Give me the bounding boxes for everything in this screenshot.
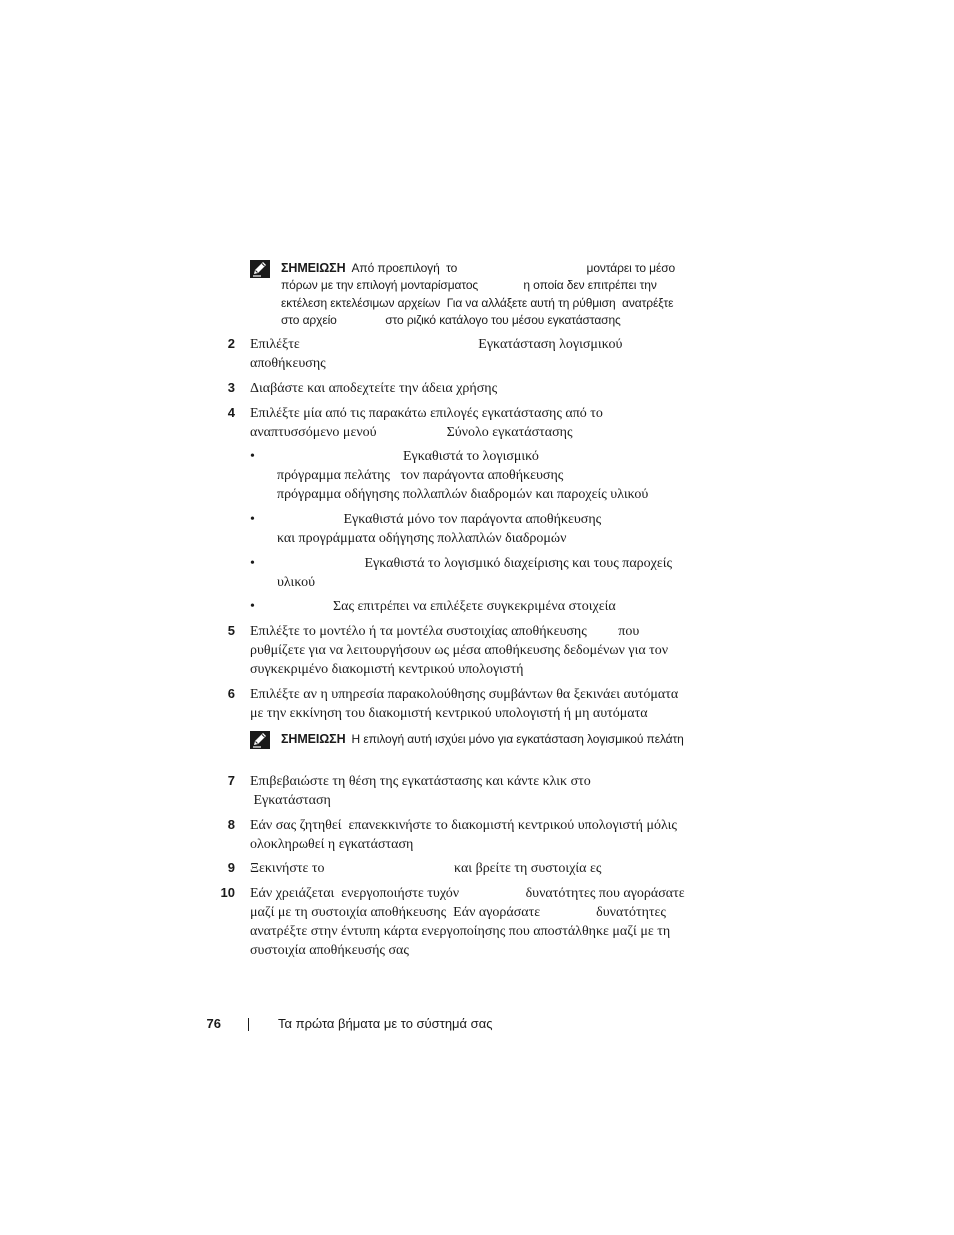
bullet-icon: • (250, 599, 255, 614)
bullet-icon: • (250, 449, 255, 464)
step-text (250, 772, 720, 810)
step-line: Επιλέξτε αν η υπηρεσία παρακολούθησης συμβάντων θα ξεκινάει αυτόματα (250, 687, 679, 702)
footer-divider (248, 1018, 249, 1031)
step-line: με την εκκίνηση του διακομιστή κεντρικού υπολογιστή ή μη αυτόματα (250, 706, 648, 721)
note-line: στο αρχείο στο ριζικό κατάλογο του μέσου εγκατάστασης (281, 312, 621, 327)
bullet-icon: • (250, 556, 255, 571)
step-number: 9 (227, 860, 235, 875)
page-number: 76 (206, 1016, 221, 1031)
step-text (250, 379, 720, 398)
step-line: Επιλέξτε το μοντέλο ή τα μοντέλα συστοιχίας αποθήκευσης που (250, 624, 640, 639)
bullet-line: Σας επιτρέπει να επιλέξετε συγκεκριμένα στοιχεία (277, 599, 616, 614)
note-line: Από προεπιλογή το μοντάρει το μέσο (351, 261, 676, 275)
step-line: Διαβάστε και αποδεχτείτε την άδεια χρήσης (250, 381, 498, 396)
step-line: ρυθμίζετε για να λειτουργήσουν ως μέσα αποθήκευσης δεδομένων για τον (250, 643, 669, 658)
step-number: 5 (227, 623, 235, 638)
step-line: Εάν σας ζητηθεί επανεκκινήστε το διακομιστή κεντρικού υπολογιστή μόλις (250, 818, 677, 833)
bullet-text (277, 510, 720, 548)
note-label: ΣΗΜΕΙΩΣΗ (281, 732, 346, 746)
step-line: Εάν χρειάζεται ενεργοποιήστε τυχόν δυνατότητες που αγοράσατε (250, 886, 685, 901)
step-line: συγκεκριμένο διακομιστή κεντρικού υπολογιστή (250, 662, 524, 677)
note-text (281, 260, 721, 329)
note-label: ΣΗΜΕΙΩΣΗ (281, 261, 346, 275)
step-number: 7 (227, 773, 235, 788)
bullet-line: Εγκαθιστά μόνο τον παράγοντα αποθήκευσης (277, 512, 602, 527)
step-line: Εγκατάσταση (250, 793, 331, 808)
step-text (250, 859, 720, 878)
step-text (250, 816, 720, 854)
step-line: συστοιχία αποθήκευσής σας (250, 943, 409, 958)
step-number: 6 (227, 686, 235, 701)
step-text (250, 884, 720, 960)
note-line: Η επιλογή αυτή ισχύει μόνο για εγκατάσταση λογισμικού πελάτη (351, 732, 684, 746)
bullet-line: υλικού (277, 575, 315, 590)
chapter-title: Τα πρώτα βήματα με το σύστημά σας (278, 1016, 493, 1031)
note-line: εκτέλεση εκτελέσιμων αρχείων Για να αλλάξετε αυτή τη ρύθμιση ανατρέξτε (281, 295, 674, 310)
bullet-text (277, 447, 720, 504)
step-line: μαζί με τη συστοιχία αποθήκευσης Εάν αγοράσατε δυνατότητες (250, 905, 666, 920)
note-pencil-icon (250, 731, 270, 749)
step-number: 4 (227, 405, 235, 420)
step-line: Ξεκινήστε το και βρείτε τη συστοιχία ες (250, 861, 602, 876)
step-number: 8 (227, 817, 235, 832)
step-line: αναπτυσσόμενο μενού Σύνολο εγκατάστασης (250, 425, 573, 440)
step-number: 10 (220, 885, 235, 900)
bullet-line: πρόγραμμα πελάτης τον παράγοντα αποθήκευσης (277, 468, 564, 483)
bullet-line: Εγκαθιστά το λογισμικό (277, 449, 539, 464)
bullet-line: και προγράμματα οδήγησης πολλαπλών διαδρομών (277, 531, 567, 546)
note-line: πόρων με την επιλογή μονταρίσματος η οποία δεν επιτρέπει την (281, 278, 657, 293)
bullet-line: πρόγραμμα οδήγησης πολλαπλών διαδρομών και παροχείς υλικού (277, 487, 649, 502)
step-text (250, 335, 720, 373)
step-line: ολοκληρωθεί η εγκατάσταση (250, 837, 414, 852)
step-line: αποθήκευσης (250, 356, 326, 371)
step-line: Επιλέξτε Εγκατάσταση λογισμικού (250, 337, 623, 352)
step-line: Επιλέξτε μία από τις παρακάτω επιλογές εγκατάστασης από το (250, 406, 603, 421)
step-number: 2 (227, 336, 235, 351)
bullet-text (277, 554, 720, 592)
note-pencil-icon (250, 260, 270, 278)
step-number: 3 (227, 380, 235, 395)
step-line: ανατρέξτε στην έντυπη κάρτα ενεργοποίησης που αποστάλθηκε μαζί με τη (250, 924, 671, 939)
note-text (281, 731, 721, 748)
step-text (250, 622, 720, 679)
bullet-text (277, 597, 720, 616)
step-text (250, 685, 720, 723)
bullet-icon: • (250, 512, 255, 527)
step-line: Επιβεβαιώστε τη θέση της εγκατάστασης και κάντε κλικ στο (250, 774, 591, 789)
bullet-line: Εγκαθιστά το λογισμικό διαχείρισης και τους παροχείς (277, 556, 673, 571)
step-text (250, 404, 720, 442)
